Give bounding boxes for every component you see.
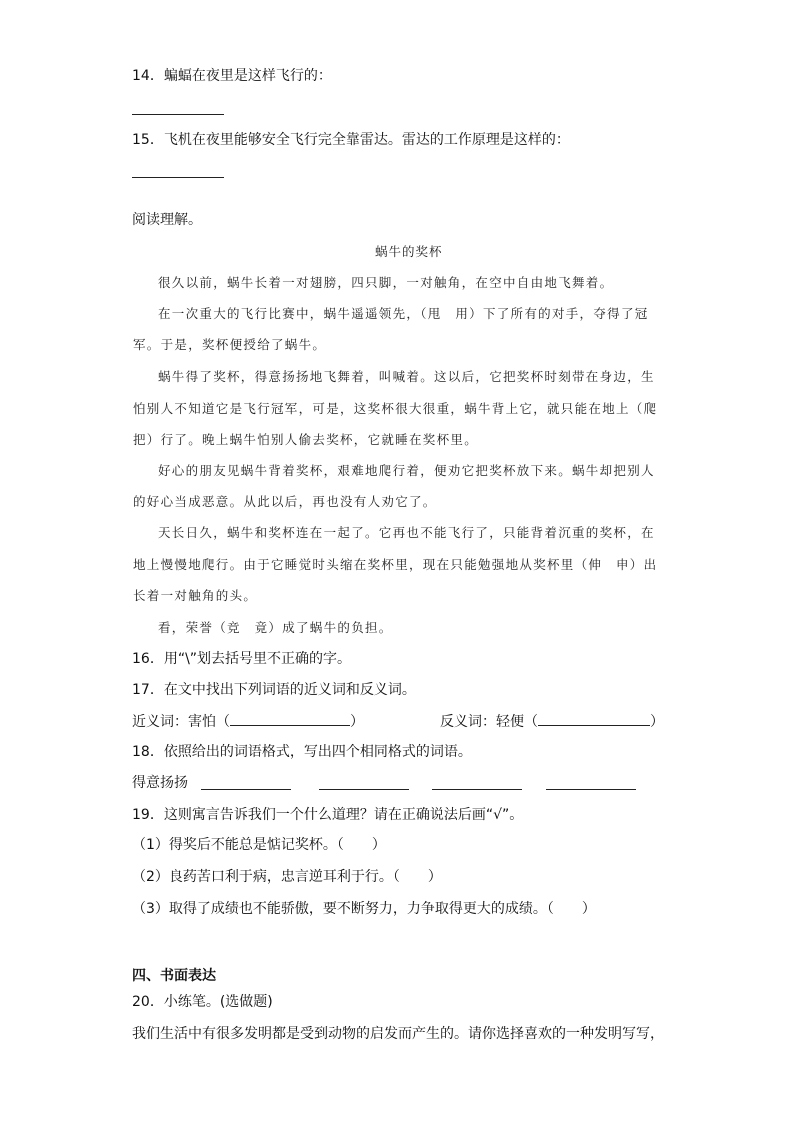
word-blank-3[interactable] bbox=[432, 789, 522, 790]
story-line: 很久以前，蜗牛长着一对翅膀，四只脚，一对触角，在空中自由地飞舞着。 bbox=[158, 275, 614, 290]
question-15: 15．飞机在夜里能够安全飞行完全靠雷达。雷达的工作原理是这样的： bbox=[132, 132, 570, 148]
word-blank-2[interactable] bbox=[319, 789, 409, 790]
question-19: 19．这则寓言告诉我们一个什么道理？请在正确说法后画“√”。 bbox=[132, 807, 524, 823]
q19-option-1[interactable]: （1）得奖后不能总是惦记奖杯。（ ） bbox=[132, 837, 386, 853]
story-line: 看，荣誉（竞 竟）成了蜗牛的负担。 bbox=[158, 620, 393, 635]
antonym-row bbox=[440, 711, 664, 732]
answer-blank-14[interactable] bbox=[132, 114, 224, 115]
question-18: 18．依照给出的词语格式，写出四个相同格式的词语。 bbox=[132, 744, 472, 760]
antonym-close-paren: ） bbox=[650, 714, 664, 730]
story-line: 在一次重大的飞行比赛中，蜗牛遥遥领先，（甩 用）下了所有的对手，夺得了冠 bbox=[158, 306, 649, 321]
word-blank-1[interactable] bbox=[201, 789, 291, 790]
question-17: 17．在文中找出下列词语的近义词和反义词。 bbox=[132, 682, 416, 698]
story-line: 好心的朋友见蜗牛背着奖杯，艰难地爬行着，便劝它把奖杯放下来。蜗牛却把别人 bbox=[158, 463, 655, 478]
story-line: 长着一对触角的头。 bbox=[133, 588, 258, 603]
story-title: 蜗牛的奖杯 bbox=[375, 244, 443, 259]
example-word: 得意扬扬 bbox=[132, 775, 188, 791]
synonym-answer-blank[interactable] bbox=[230, 711, 350, 726]
story-line: 天长日久，蜗牛和奖杯连在一起了。它再也不能飞行了，只能背着沉重的奖杯，在 bbox=[158, 525, 655, 540]
story-line: 的好心当成恶意。从此以后，再也没有人劝它了。 bbox=[133, 494, 437, 509]
story-line: 军。于是，奖杯便授给了蜗牛。 bbox=[133, 337, 327, 352]
answer-blank-15[interactable] bbox=[132, 177, 224, 178]
synonym-row bbox=[132, 711, 364, 732]
antonym-label: 反义词：轻便（ bbox=[440, 714, 538, 730]
question-14: 14．蝙蝠在夜里是这样飞行的： bbox=[132, 68, 332, 84]
reading-section-label: 阅读理解。 bbox=[132, 212, 202, 228]
story-line: 把）行了。晚上蜗牛怕别人偷去奖杯，它就睡在奖杯里。 bbox=[133, 432, 479, 447]
synonym-close-paren: ） bbox=[350, 714, 364, 730]
synonym-label: 近义词：害怕（ bbox=[132, 714, 230, 730]
question-20: 20．小练笔。(选做题) bbox=[132, 994, 273, 1010]
story-line: 蜗牛得了奖杯，得意扬扬地飞舞着，叫喊着。这以后，它把奖杯时刻带在身边，生 bbox=[158, 369, 655, 384]
story-line: 怕别人不知道它是飞行冠军，可是，这奖杯很大很重，蜗牛背上它，就只能在地上（爬 bbox=[133, 401, 658, 416]
section-heading: 四、书面表达 bbox=[132, 968, 216, 984]
antonym-answer-blank[interactable] bbox=[538, 711, 650, 726]
question-16: 16．用“\”划去括号里不正确的字。 bbox=[132, 651, 352, 667]
word-blank-4[interactable] bbox=[546, 789, 636, 790]
question-20-body: 我们生活中有很多发明都是受到动物的启发而产生的。请你选择喜欢的一种发明写写， bbox=[132, 1026, 664, 1042]
q19-option-3[interactable]: （3）取得了成绩也不能骄傲，要不断努力，力争取得更大的成绩。（ ） bbox=[132, 901, 596, 917]
q19-option-2[interactable]: （2）良药苦口利于病，忠言逆耳利于行。（ ） bbox=[132, 869, 442, 885]
story-line: 地上慢慢地爬行。由于它睡觉时头缩在奖杯里，现在只能勉强地从奖杯里（伸 申）出 bbox=[133, 557, 658, 572]
